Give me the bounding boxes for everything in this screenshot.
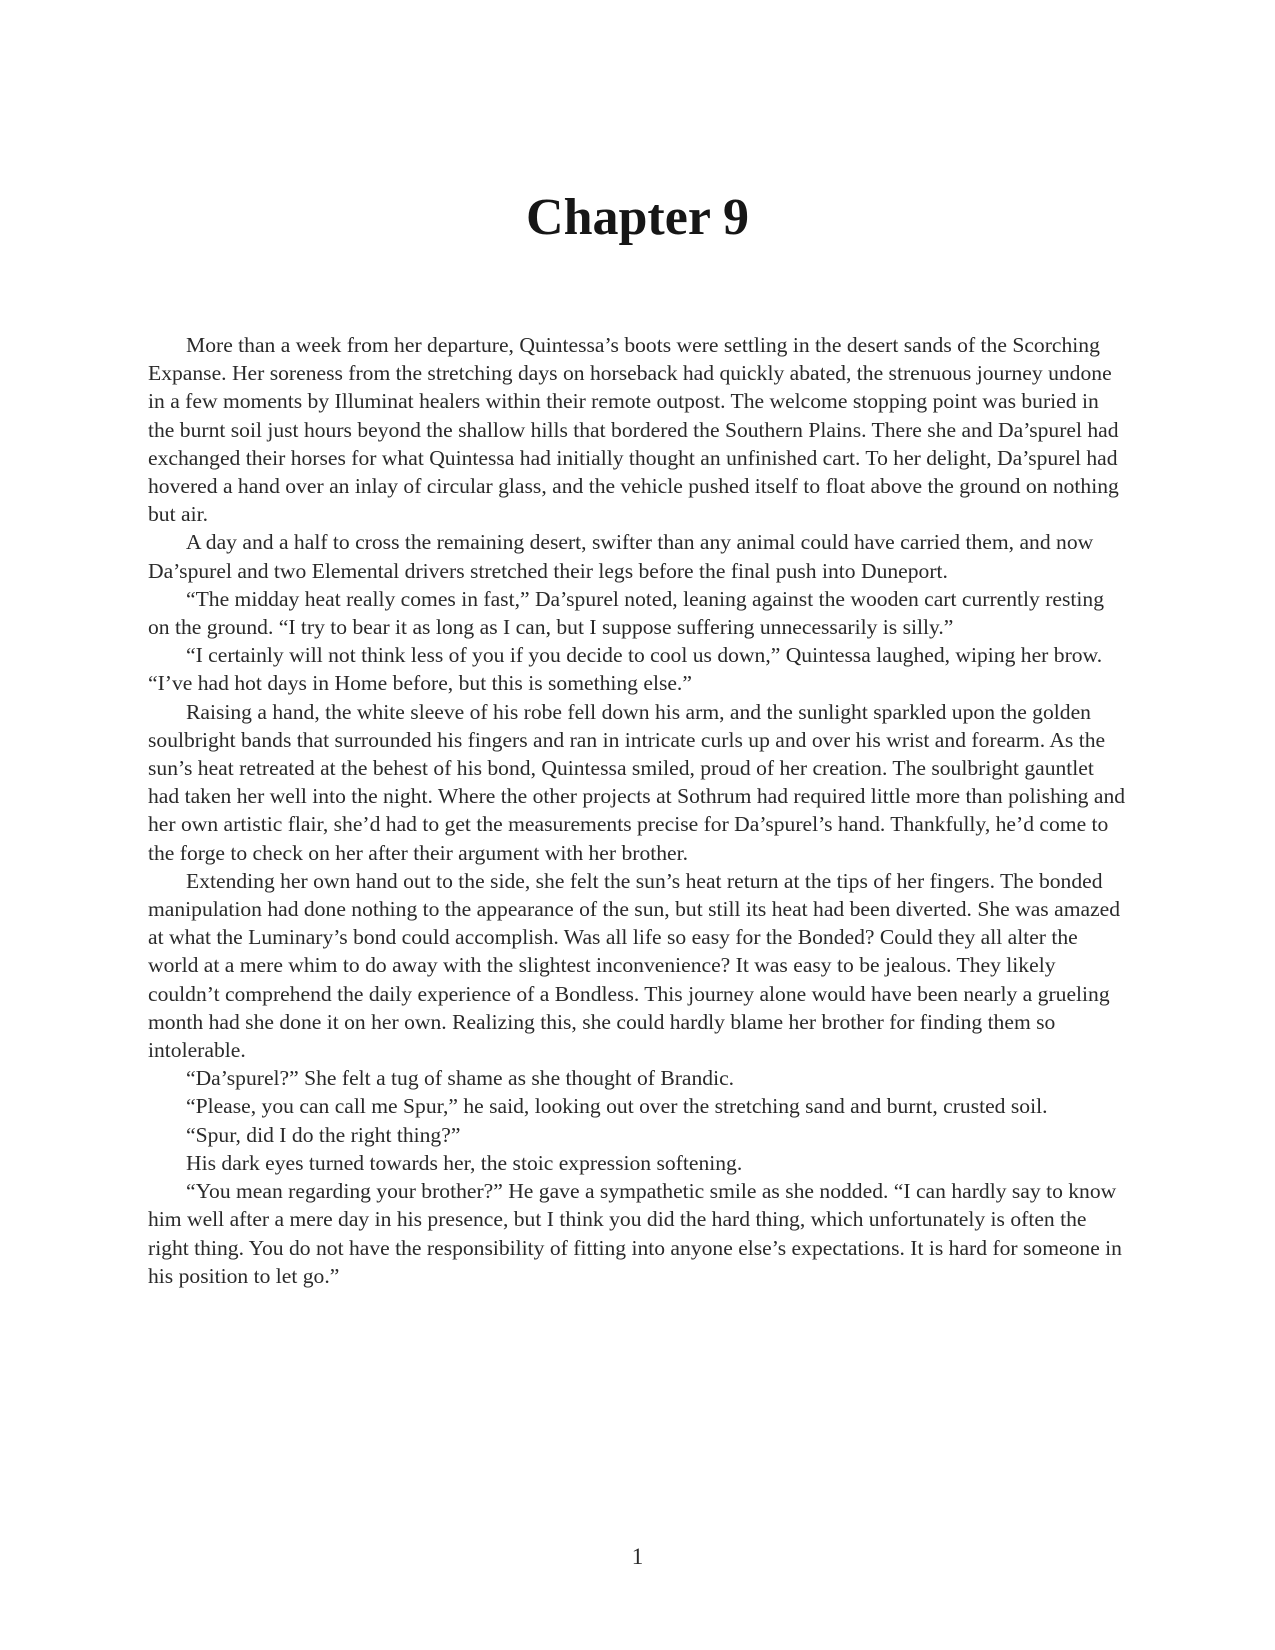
paragraph: “Spur, did I do the right thing?”: [186, 1122, 461, 1147]
paragraph: “Please, you can call me Spur,” he said, looking out over the stretching sand and burnt, crusted soil.: [186, 1094, 1048, 1119]
page-number: 1: [631, 1544, 644, 1569]
paragraph: Extending her own hand out to the side, she felt the sun’s heat return at the tips of her fingers. The bonded manipulation had done nothing to the appearance of the sun, but still its heat had been diverted. She was amazed at what the Luminary’s bond could accomplish. Was all life so easy for the Bonded? Could they all alter the world at a mere whim to do away with the slightest inconvenience? It was easy to be jealous. They likely couldn’t comprehend the daily experience of a Bondless. This journey alone would have been nearly a grueling month had she done it on her own. Realizing this, she could hardly blame her brother for finding them so intolerable.: [148, 868, 1121, 1063]
paragraph: More than a week from her departure, Quintessa’s boots were settling in the desert sands of the Scorching Expanse. Her soreness from the stretching days on horseback had quickly abated, the strenuous journey undone in a few moments by Illuminat healers within their remote outpost. The welcome stopping point was buried in the burnt soil just hours beyond the shallow hills that bordered the Southern Plains. There she and Da’spurel had exchanged their horses for what Quintessa had initially thought an unfinished cart. To her delight, Da’spurel had hovered a hand over an inlay of circular glass, and the vehicle pushed itself to float above the ground on nothing but air.: [148, 333, 1119, 527]
paragraph: A day and a half to cross the remaining desert, swifter than any animal could have carried them, and now Da’spurel and two Elemental drivers stretched their legs before the final push into Duneport.: [148, 530, 1094, 583]
paragraph: His dark eyes turned towards her, the stoic expression softening.: [186, 1150, 743, 1175]
paragraph: “You mean regarding your brother?” He gave a sympathetic smile as she nodded. “I can hardly say to know him well after a mere day in his presence, but I think you did the hard thing, which unfortunately is often the right thing. You do not have the responsibility of fitting into anyone else’s expectations. It is hard for someone in his position to let go.”: [148, 1179, 1122, 1288]
chapter-title: Chapter 9: [526, 189, 749, 246]
chapter-body: [148, 331, 1128, 1290]
paragraph: Raising a hand, the white sleeve of his robe fell down his arm, and the sunlight sparkled upon the golden soulbright bands that surrounded his fingers and ran in intricate curls up and over his wrist and forearm. As the sun’s heat retreated at the behest of his bond, Quintessa smiled, proud of her creation. The soulbright gauntlet had taken her well into the night. Where the other projects at Sothrum had required little more than polishing and her own artistic flair, she’d had to get the measurements precise for Da’spurel’s hand. Thankfully, he’d come to the forge to check on her after their argument with her brother.: [148, 699, 1126, 865]
paragraph: “The midday heat really comes in fast,” Da’spurel noted, leaning against the wooden cart currently resting on the ground. “I try to bear it as long as I can, but I suppose suffering unnecessarily is silly.”: [148, 586, 1105, 640]
paragraph: “Da’spurel?” She felt a tug of shame as she thought of Brandic.: [186, 1066, 735, 1091]
paragraph: “I certainly will not think less of you if you decide to cool us down,” Quintessa laughed, wiping her brow. “I’ve had hot days in Home before, but this is something else.”: [148, 643, 1103, 696]
